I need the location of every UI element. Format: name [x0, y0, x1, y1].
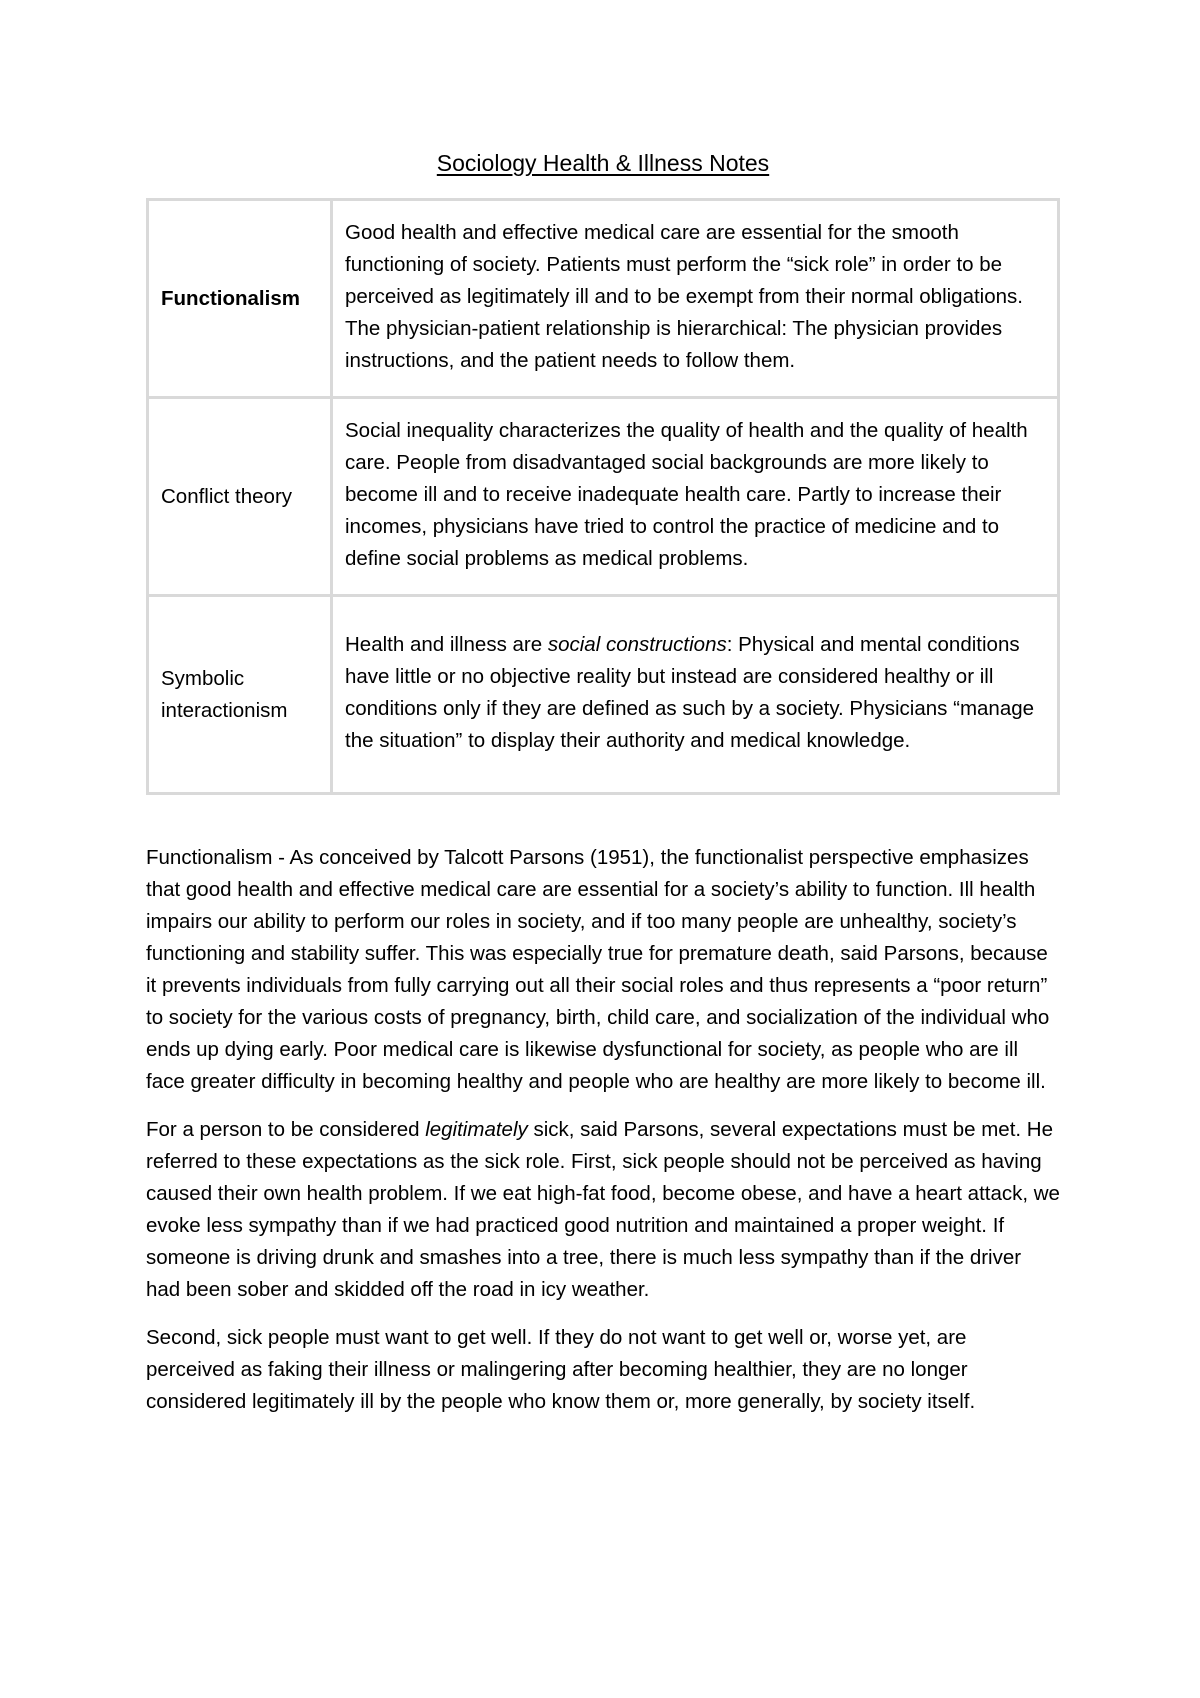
table-row-symbolic-interactionism	[148, 596, 1059, 794]
description-text: Health and illness are	[345, 632, 548, 656]
paragraph-sick-role	[146, 1114, 1060, 1306]
theory-description-conflict-theory: Social inequality characterizes the quality of health and the quality of health care. People from disadvantaged social backgrounds are more likely to become ill and to receive inadequate health care. Partly to increase their incomes, physicians have tried to control the practice of medicine and to define social problems as medical problems.	[332, 398, 1059, 596]
theory-name-symbolic-interactionism: Symbolic interactionism	[148, 596, 332, 794]
theory-table	[146, 198, 1060, 795]
description-italic-text: social constructions	[547, 632, 727, 656]
body-text	[146, 842, 1060, 1434]
theory-description-functionalism: Good health and effective medical care are essential for the smooth functioning of society. Patients must perform the “sick role” in order to be perceived as legitimately ill and to be exempt from their normal obligations. The physician-patient relationship is hierarchical: The physician provides instructions, and the patient needs to follow them.	[332, 200, 1059, 398]
table-row-functionalism	[148, 200, 1059, 398]
theory-name-functionalism: Functionalism	[148, 200, 332, 398]
paragraph-want-to-get-well: Second, sick people must want to get well. If they do not want to get well or, worse yet, are perceived as faking their illness or malingering after becoming healthier, they are no longer considered legitimately ill by the people who know them or, more generally, by society itself.	[146, 1326, 976, 1413]
theory-description-symbolic-interactionism	[332, 596, 1059, 794]
description-text: : Physical and mental conditions have little or no objective reality but instead are considered healthy or ill conditions only if they are defined as such by a society. Physicians “manage the situation” to display their authority and medical knowledge.	[345, 632, 1035, 752]
document-title: Sociology Health & Illness Notes	[436, 150, 770, 176]
paragraph-text: sick, said Parsons, several expectations must be met. He referred to these expectations as the sick role. First, sick people should not be perceived as having caused their own health problem. If we eat high-fat food, become obese, and have a heart attack, we evoke less sympathy than if we had practiced good nutrition and maintained a proper weight. If someone is driving drunk and smashes into a tree, there is much less sympathy than if the driver had been sober and skidded off the road in icy weather.	[146, 1118, 1060, 1301]
paragraph-italic-text: legitimately	[425, 1118, 528, 1141]
paragraph-text: For a person to be considered	[146, 1118, 426, 1141]
paragraph-functionalism: Functionalism - As conceived by Talcott Parsons (1951), the functionalist perspective emphasizes that good health and effective medical care are essential for a society’s ability to function. Ill health impairs our ability to perform our roles in society, and if too many people are unhealthy, society’s functioning and stability suffer. This was especially true for premature death, said Parsons, because it prevents individuals from fully carrying out all their social roles and thus represents a “poor return” to society for the various costs of pregnancy, birth, child care, and socialization of the individual who ends up dying early. Poor medical care is likewise dysfunctional for society, as people who are ill face greater difficulty in becoming healthy and people who are healthy are more likely to become ill.	[146, 846, 1050, 1093]
table-row-conflict-theory	[148, 398, 1059, 596]
theory-name-conflict-theory: Conflict theory	[148, 398, 332, 596]
